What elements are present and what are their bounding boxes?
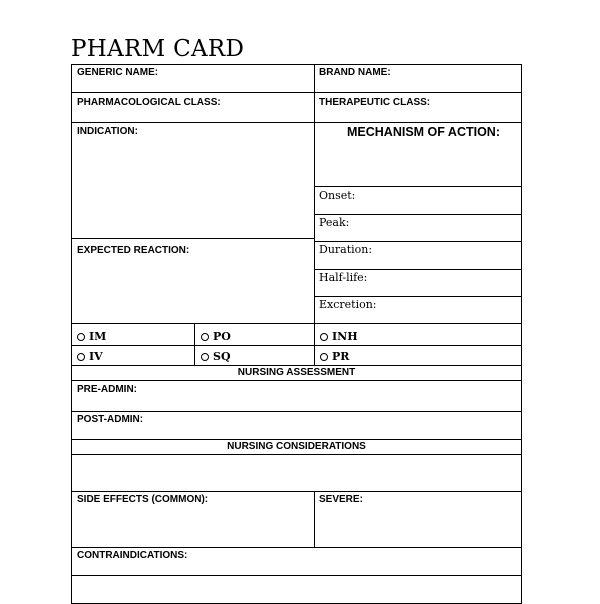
divider [72,575,521,576]
divider [72,380,521,381]
excretion-label: Excretion: [319,298,377,311]
mechanism-of-action-label: MECHANISM OF ACTION: [347,125,500,139]
column-divider [314,65,315,365]
page-title: PHARM CARD [71,36,245,62]
route-option-pr[interactable] [320,350,349,363]
divider [314,296,521,297]
duration-label: Duration: [319,243,373,256]
half-life-label: Half-life: [319,271,368,284]
severe-label: SEVERE: [319,494,363,505]
route-label: IV [89,350,103,363]
expected-reaction-label: EXPECTED REACTION: [77,245,190,256]
divider [72,411,521,412]
divider [314,241,521,242]
column-divider [314,491,315,547]
route-option-sq[interactable] [201,350,231,363]
contraindications-label: CONTRAINDICATIONS: [77,550,188,561]
post-admin-label: POST-ADMIN: [77,414,144,425]
divider [72,92,521,93]
nursing-considerations-header: NURSING CONSIDERATIONS [227,441,366,452]
route-option-po[interactable] [201,330,231,343]
column-divider [194,323,195,365]
radio-circle-icon[interactable] [201,353,209,361]
radio-circle-icon[interactable] [77,333,85,341]
divider [72,122,521,123]
pharmacological-class-label: PHARMACOLOGICAL CLASS: [77,97,221,108]
route-label: IM [89,330,107,343]
route-option-inh[interactable] [320,330,358,343]
divider [72,323,521,324]
divider [314,186,521,187]
divider [72,238,314,239]
divider [72,365,521,366]
route-label: INH [332,330,358,343]
nursing-assessment-header: NURSING ASSESSMENT [237,367,356,378]
brand-name-label: BRAND NAME: [319,67,391,78]
route-option-iv[interactable] [77,350,103,363]
generic-name-label: GENERIC NAME: [77,67,159,78]
route-option-im[interactable] [77,330,106,343]
side-effects-common-label: SIDE EFFECTS (COMMON): [77,494,209,505]
onset-label: Onset: [319,189,356,202]
peak-label: Peak: [319,216,350,229]
divider [72,454,521,455]
route-label: PO [213,330,231,343]
radio-circle-icon[interactable] [320,353,328,361]
divider [72,547,521,548]
divider [314,269,521,270]
route-label: PR [332,350,350,363]
divider [314,214,521,215]
divider [72,345,521,346]
divider [72,439,521,440]
radio-circle-icon[interactable] [201,333,209,341]
therapeutic-class-label: THERAPEUTIC CLASS: [319,97,431,108]
pharm-card-form [71,64,522,604]
pre-admin-label: PRE-ADMIN: [77,384,137,395]
divider [72,491,521,492]
radio-circle-icon[interactable] [320,333,328,341]
route-label: SQ [213,350,231,363]
indication-label: INDICATION: [77,126,138,137]
radio-circle-icon[interactable] [77,353,85,361]
